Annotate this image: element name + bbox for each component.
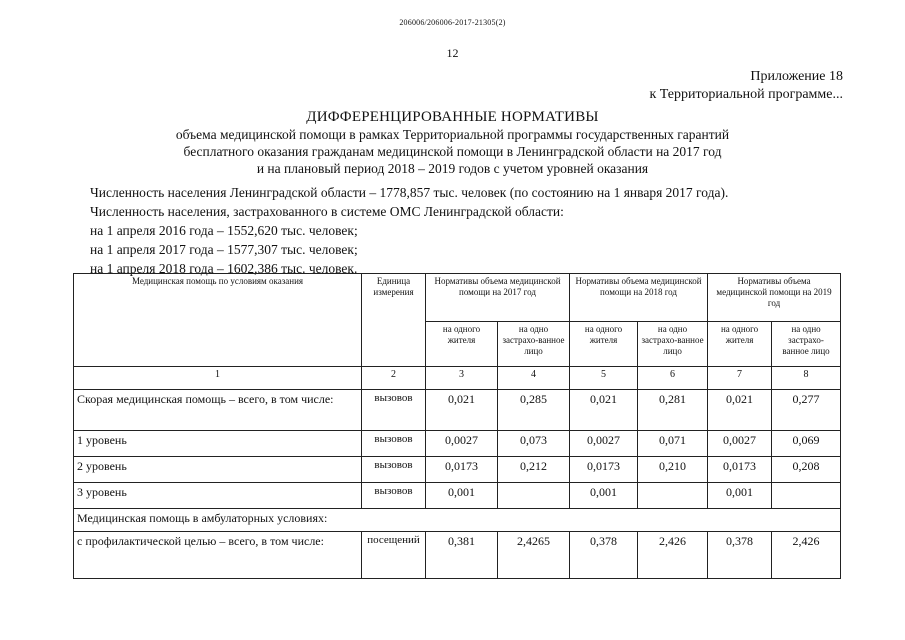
subheader-per-insured: на одно застрахо-ванное лицо <box>498 322 570 367</box>
row-label: с профилактической целью – всего, в том числе: <box>74 532 362 579</box>
column-number-row <box>74 367 841 390</box>
cell-value: 0,073 <box>498 431 570 457</box>
cell-value: 2,426 <box>638 532 708 579</box>
header-year-2019: Нормативы объема медицинской помощи на 2019 год <box>708 274 841 322</box>
cell-value: 0,208 <box>772 457 841 483</box>
column-number: 3 <box>426 367 498 390</box>
cell-value: 2,426 <box>772 532 841 579</box>
appendix-reference <box>649 68 843 104</box>
row-label: 1 уровень <box>74 431 362 457</box>
cell-value: 0,0027 <box>426 431 498 457</box>
subheader-per-resident: на одного жителя <box>426 322 498 367</box>
cell-value: 0,021 <box>570 390 638 431</box>
cell-value <box>498 483 570 509</box>
cell-value: 0,001 <box>708 483 772 509</box>
column-number: 6 <box>638 367 708 390</box>
cell-value: 0,0173 <box>570 457 638 483</box>
row-unit: вызовов <box>362 457 426 483</box>
table-row <box>74 509 841 532</box>
cell-value: 0,0027 <box>570 431 638 457</box>
header-care-type: Медицинская помощь по условиям оказания <box>74 274 362 367</box>
subheader-per-resident: на одного жителя <box>708 322 772 367</box>
row-label: Скорая медицинская помощь – всего, в том числе: <box>74 390 362 431</box>
row-label: 3 уровень <box>74 483 362 509</box>
cell-value: 0,0173 <box>426 457 498 483</box>
subtitle-line-2: бесплатного оказания гражданам медицинской помощи в Ленинградской области на 2017 год <box>183 144 722 159</box>
cell-value: 0,071 <box>638 431 708 457</box>
header-year-2018: Нормативы объема медицинской помощи на 2018 год <box>570 274 708 322</box>
population-info <box>90 183 728 278</box>
table-row <box>74 483 841 509</box>
row-label: 2 уровень <box>74 457 362 483</box>
info-line-4: на 1 апреля 2017 года – 1577,307 тыс. человек; <box>90 242 358 257</box>
header-year-2017: Нормативы объема медицинской помощи на 2017 год <box>426 274 570 322</box>
column-number: 5 <box>570 367 638 390</box>
info-line-1: Численность населения Ленинградской области – 1778,857 тыс. человек (по состоянию на 1 января 2017 года). <box>90 185 729 200</box>
appendix-line-2: к Территориальной программе... <box>649 87 843 102</box>
subheader-per-resident: на одного жителя <box>570 322 638 367</box>
info-line-2: Численность населения, застрахованного в системе ОМС Ленинградской области: <box>90 204 564 219</box>
subtitle-line-1: объема медицинской помощи в рамках Территориальной программы государственных гарантий <box>175 127 730 142</box>
table-row <box>74 431 841 457</box>
subheader-per-insured: на одно застрахо-ванное лицо <box>638 322 708 367</box>
column-number: 2 <box>362 367 426 390</box>
document-title: ДИФФЕРЕНЦИРОВАННЫЕ НОРМАТИВЫ <box>306 109 599 125</box>
table-row <box>74 532 841 579</box>
cell-value: 0,0173 <box>708 457 772 483</box>
row-unit: вызовов <box>362 483 426 509</box>
table-header-row <box>74 274 841 322</box>
cell-value: 0,378 <box>570 532 638 579</box>
column-number: 4 <box>498 367 570 390</box>
cell-value: 0,210 <box>638 457 708 483</box>
page-number: 12 <box>446 46 459 60</box>
header-unit: Единица измерения <box>362 274 426 367</box>
cell-value: 0,021 <box>708 390 772 431</box>
subheader-per-insured: на одно застрахо-ванное лицо <box>772 322 841 367</box>
cell-value: 2,4265 <box>498 532 570 579</box>
cell-value: 0,285 <box>498 390 570 431</box>
column-number: 7 <box>708 367 772 390</box>
cell-value: 0,277 <box>772 390 841 431</box>
column-number: 8 <box>772 367 841 390</box>
subtitle-line-3: и на плановый период 2018 – 2019 годов с учетом уровней оказания <box>256 161 649 176</box>
appendix-line-1: Приложение 18 <box>750 69 843 84</box>
title-block <box>0 108 905 177</box>
document-id: 206006/206006-2017-21305(2) <box>399 18 506 27</box>
cell-value: 0,381 <box>426 532 498 579</box>
info-line-5: на 1 апреля 2018 года – 1602,386 тыс. человек. <box>90 261 358 276</box>
cell-value: 0,0027 <box>708 431 772 457</box>
cell-value: 0,001 <box>426 483 498 509</box>
table-row <box>74 390 841 431</box>
cell-value <box>772 483 841 509</box>
norms-table <box>73 273 841 579</box>
cell-value: 0,378 <box>708 532 772 579</box>
section-label-ambulatory: Медицинская помощь в амбулаторных условиях: <box>74 509 841 532</box>
cell-value: 0,069 <box>772 431 841 457</box>
cell-value <box>638 483 708 509</box>
info-line-3: на 1 апреля 2016 года – 1552,620 тыс. человек; <box>90 223 358 238</box>
row-unit: посещений <box>362 532 426 579</box>
cell-value: 0,021 <box>426 390 498 431</box>
cell-value: 0,001 <box>570 483 638 509</box>
cell-value: 0,212 <box>498 457 570 483</box>
row-unit: вызовов <box>362 390 426 431</box>
column-number: 1 <box>74 367 362 390</box>
row-unit: вызовов <box>362 431 426 457</box>
table-row <box>74 457 841 483</box>
cell-value: 0,281 <box>638 390 708 431</box>
